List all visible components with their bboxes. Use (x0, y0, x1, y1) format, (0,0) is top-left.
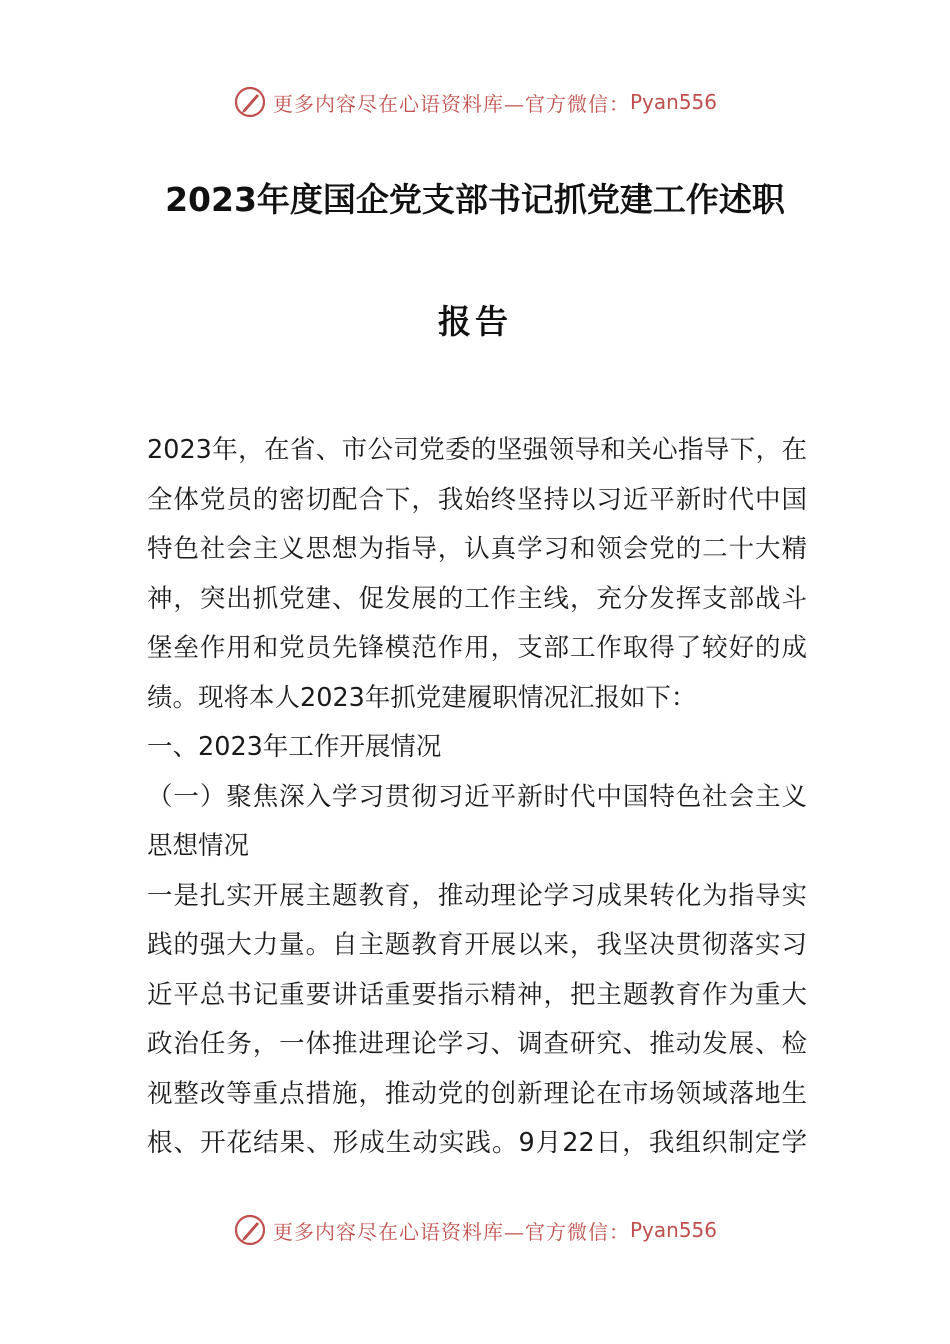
subsection-heading: （一）聚焦深入学习贯彻习近平新时代中国特色社会主义 (147, 781, 807, 812)
footer-watermark (0, 1208, 950, 1252)
document-title-line-1: 2023年度国企党支部书记抓党建工作述职 (165, 180, 785, 219)
body-line: 2023年，在省、市公司党委的坚强领导和关心指导下，在 (147, 435, 807, 465)
document-title-line-2: 报告 (438, 302, 512, 341)
watermark-text: 更多内容尽在心语资料库—官方微信： (272, 91, 630, 116)
pen-logo-icon (233, 1213, 267, 1247)
body-line: 践的强大力量。自主题教育开展以来，我坚决贯彻落实习 (147, 930, 807, 960)
body-line: 视整改等重点措施，推动党的创新理论在市场领域落地生 (147, 1078, 807, 1109)
body-line: 堡垒作用和党员先锋模范作用，支部工作取得了较好的成 (147, 633, 807, 663)
pen-logo-icon (233, 85, 267, 119)
body-line: 全体党员的密切配合下，我始终坚持以习近平新时代中国 (147, 484, 807, 515)
wechat-id: Pyan556 (629, 90, 717, 114)
section-heading: 一、2023年工作开展情况 (147, 732, 442, 762)
body-line: 近平总书记重要讲话重要指示精神，把主题教育作为重大 (147, 979, 807, 1010)
body-line: 神，突出抓党建、促发展的工作主线，充分发挥支部战斗 (147, 583, 807, 614)
document-body (147, 426, 807, 1169)
body-line: 政治任务，一体推进理论学习、调查研究、推动发展、检 (147, 1029, 807, 1059)
subsection-heading-cont: 思想情况 (147, 831, 250, 861)
body-line: 绩。现将本人2023年抓党建履职情况汇报如下： (147, 682, 697, 713)
watermark-text: 更多内容尽在心语资料库—官方微信： (272, 1219, 630, 1244)
body-line: 根、开花结果、形成生动实践。9月22日，我组织制定学 (147, 1128, 807, 1158)
header-watermark (0, 80, 950, 124)
body-line: 特色社会主义思想为指导，认真学习和领会党的二十大精 (147, 534, 807, 564)
wechat-id: Pyan556 (629, 1218, 717, 1242)
body-line: 一是扎实开展主题教育，推动理论学习成果转化为指导实 (147, 880, 807, 911)
